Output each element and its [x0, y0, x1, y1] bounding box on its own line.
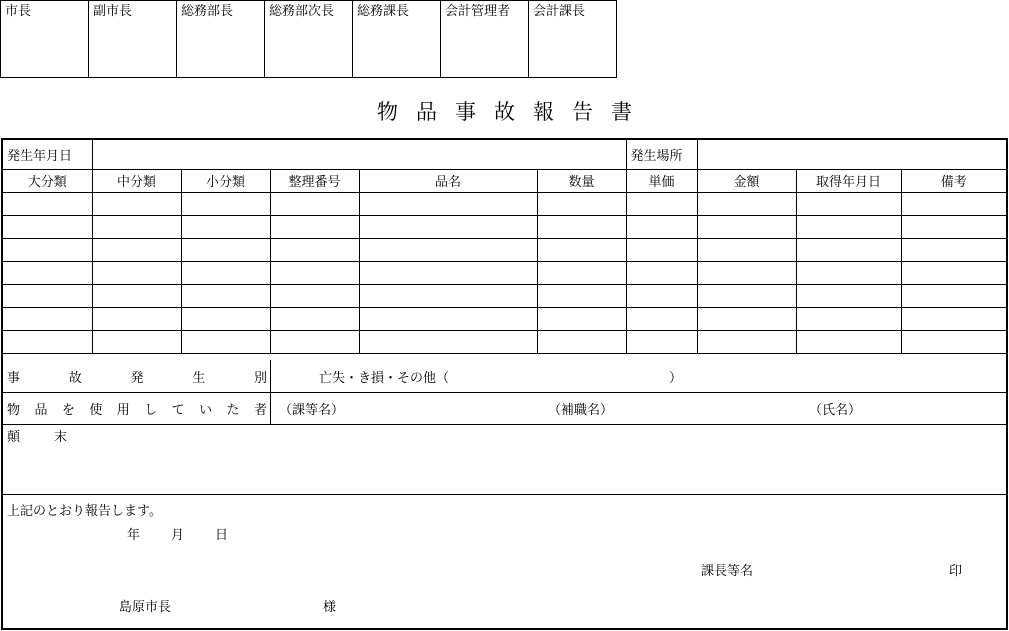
date-place-row — [3, 140, 1006, 169]
approval-mayor: 市長 — [1, 1, 89, 78]
detail-label: 顛末 — [7, 430, 102, 445]
date-year[interactable]: 年 — [127, 528, 141, 543]
col-quantity: 数量 — [537, 169, 626, 192]
page-title: 物品事故報告書 — [377, 100, 650, 124]
report-form — [1, 138, 1008, 630]
detail-row[interactable] — [3, 424, 1006, 495]
approval-table — [0, 0, 617, 78]
honorific: 様 — [323, 600, 337, 615]
col-major-category: 大分類 — [3, 169, 92, 192]
approval-accounting-manager: 会計管理者 — [441, 1, 529, 78]
seal-label: 印 — [949, 564, 963, 579]
name-label[interactable]: （氏名） — [809, 402, 862, 418]
table-row — [3, 284, 1006, 307]
chief-label[interactable]: 課長等名 — [701, 564, 754, 579]
accident-type-close: ） — [669, 370, 683, 386]
col-item-name: 品名 — [359, 169, 537, 192]
col-remarks: 備考 — [901, 169, 1006, 192]
place-field[interactable] — [697, 140, 1006, 169]
col-acquisition-date: 取得年月日 — [796, 169, 901, 192]
table-row — [3, 307, 1006, 330]
col-control-number: 整理番号 — [270, 169, 359, 192]
item-table — [3, 140, 1006, 354]
header-row — [3, 169, 1006, 192]
approval-accounting-section-chief: 会計課長 — [529, 1, 617, 78]
dept-label[interactable]: （課等名） — [279, 402, 345, 418]
table-row — [3, 238, 1006, 261]
approval-deputy-mayor: 副市長 — [89, 1, 177, 78]
date-month[interactable]: 月 — [171, 528, 185, 543]
approval-general-affairs-deputy-director: 総務部次長 — [265, 1, 353, 78]
addressee: 島原市長 — [119, 600, 172, 615]
table-row — [3, 215, 1006, 238]
report-footer — [3, 494, 1006, 630]
place-label: 発生場所 — [626, 140, 697, 169]
date-field[interactable] — [92, 140, 626, 169]
user-row — [3, 392, 1006, 425]
date-day[interactable]: 日 — [215, 528, 229, 543]
date-label: 発生年月日 — [3, 140, 92, 169]
table-row — [3, 261, 1006, 284]
col-amount: 金額 — [697, 169, 796, 192]
col-unit-price: 単価 — [626, 169, 697, 192]
user-label: 物 品 を 使 用 し て い た 者 — [7, 402, 267, 418]
position-label[interactable]: （補職名） — [548, 402, 614, 418]
accident-type-row — [3, 360, 1006, 393]
table-row — [3, 192, 1006, 215]
accident-type-label: 事 故 発 生 別 — [7, 370, 267, 386]
approval-general-affairs-director: 総務部長 — [177, 1, 265, 78]
table-row — [3, 330, 1006, 353]
col-minor-category: 小分類 — [181, 169, 270, 192]
report-statement: 上記のとおり報告します。 — [7, 504, 162, 519]
accident-type-options[interactable]: 亡失・き損・その他（ — [319, 370, 450, 386]
col-middle-category: 中分類 — [92, 169, 181, 192]
approval-general-affairs-section-chief: 総務課長 — [353, 1, 441, 78]
